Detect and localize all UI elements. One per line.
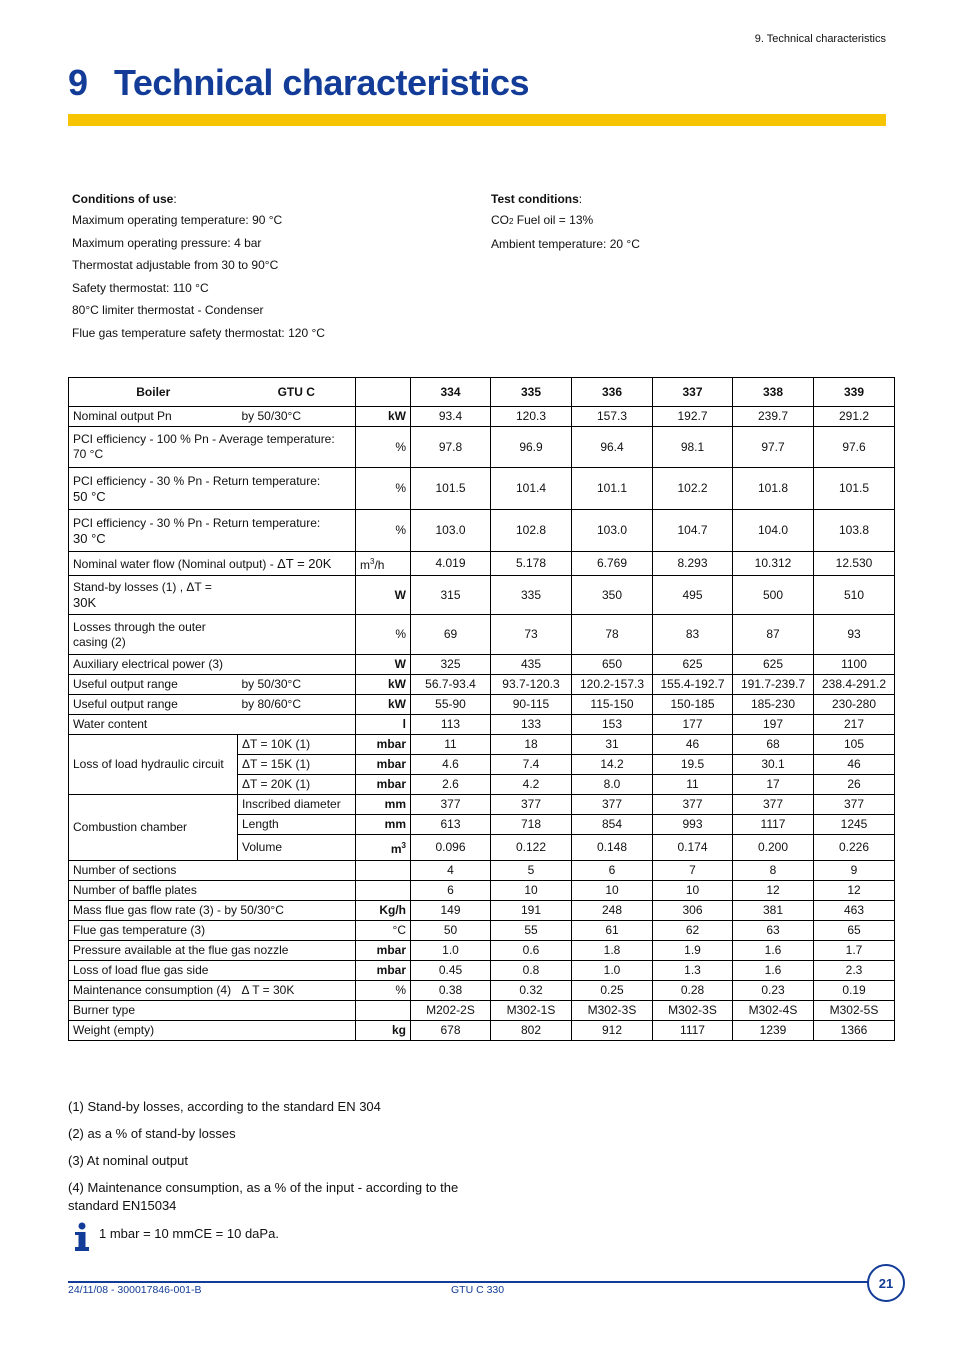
footnote: (4) Maintenance consumption, as a % of the input - according to the standard EN15034 bbox=[68, 1180, 459, 1213]
cell: 912 bbox=[572, 1021, 653, 1041]
cell: 230-280 bbox=[814, 695, 895, 715]
row-unit: Kg/h bbox=[356, 901, 411, 921]
cell: 1239 bbox=[733, 1021, 814, 1041]
cell: 306 bbox=[653, 901, 733, 921]
row-condition: Volume bbox=[238, 835, 356, 861]
row-condition: by 50/30°C bbox=[238, 407, 356, 427]
cell: 0.096 bbox=[411, 835, 491, 861]
cell: 78 bbox=[572, 615, 653, 655]
cell: 101.5 bbox=[411, 468, 491, 510]
row-condition bbox=[238, 615, 356, 655]
cell: 26 bbox=[814, 775, 895, 795]
table-row bbox=[69, 576, 895, 615]
row-label: Mass flue gas flow rate (3) - by 50/30°C bbox=[69, 901, 356, 921]
cell: 335 bbox=[491, 576, 572, 615]
table-row bbox=[69, 735, 895, 755]
row-unit: kW bbox=[356, 407, 411, 427]
cell: M302-4S bbox=[733, 1001, 814, 1021]
condition-line: 80°C limiter thermostat - Condenser bbox=[72, 303, 264, 317]
cell: 62 bbox=[653, 921, 733, 941]
cell: M302-3S bbox=[572, 1001, 653, 1021]
footer-doc-ref: 24/11/08 - 300017846-001-B bbox=[68, 1284, 202, 1296]
cell: 625 bbox=[653, 655, 733, 675]
row-label: Combustion chamber bbox=[69, 795, 238, 861]
cell: 0.200 bbox=[733, 835, 814, 861]
cell: 12.530 bbox=[814, 552, 895, 576]
cell: M302-5S bbox=[814, 1001, 895, 1021]
row-label: PCI efficiency - 30 % Pn - Return temperature: 50 °C bbox=[69, 468, 356, 510]
cell: 217 bbox=[814, 715, 895, 735]
cell: 150-185 bbox=[653, 695, 733, 715]
header-model-334: 334 bbox=[411, 378, 491, 407]
row-label: PCI efficiency - 30 % Pn - Return temperature: 30 °C bbox=[69, 510, 356, 552]
cell: 115-150 bbox=[572, 695, 653, 715]
cell: 4 bbox=[411, 861, 491, 881]
cell: 9 bbox=[814, 861, 895, 881]
row-label: Flue gas temperature (3) bbox=[69, 921, 356, 941]
page-number-badge: 21 bbox=[867, 1264, 905, 1302]
row-unit bbox=[356, 1001, 411, 1021]
cell: 12 bbox=[733, 881, 814, 901]
cell: 5.178 bbox=[491, 552, 572, 576]
cell: 8.293 bbox=[653, 552, 733, 576]
row-label: Useful output range bbox=[69, 675, 238, 695]
cell: 0.28 bbox=[653, 981, 733, 1001]
cell: 101.8 bbox=[733, 468, 814, 510]
row-unit: % bbox=[356, 510, 411, 552]
table-row bbox=[69, 510, 895, 552]
cell: 69 bbox=[411, 615, 491, 655]
cell: 104.0 bbox=[733, 510, 814, 552]
cell: 1366 bbox=[814, 1021, 895, 1041]
cell: 191.7-239.7 bbox=[733, 675, 814, 695]
header-model-339: 339 bbox=[814, 378, 895, 407]
row-unit: mbar bbox=[356, 735, 411, 755]
header-model-337: 337 bbox=[653, 378, 733, 407]
title-underline-bar bbox=[68, 114, 886, 126]
cell: 56.7-93.4 bbox=[411, 675, 491, 695]
row-unit: l bbox=[356, 715, 411, 735]
footer-rule bbox=[68, 1281, 873, 1283]
cell: M302-3S bbox=[653, 1001, 733, 1021]
cell: 1.6 bbox=[733, 961, 814, 981]
cell: M302-1S bbox=[491, 1001, 572, 1021]
cell: 17 bbox=[733, 775, 814, 795]
row-unit: mm bbox=[356, 795, 411, 815]
info-icon bbox=[72, 1222, 92, 1252]
cell: 191 bbox=[491, 901, 572, 921]
table-row bbox=[69, 1001, 895, 1021]
row-unit: $m^3$ bbox=[356, 835, 411, 861]
cell: 993 bbox=[653, 815, 733, 835]
cell: 239.7 bbox=[733, 407, 814, 427]
cell: 31 bbox=[572, 735, 653, 755]
cell: 463 bbox=[814, 901, 895, 921]
ambient-line: Ambient temperature: 20 °C bbox=[491, 236, 640, 251]
row-label: Loss of load hydraulic circuit bbox=[69, 735, 238, 795]
table-row bbox=[69, 941, 895, 961]
info-note: 1 mbar = 10 mmCE = 10 daPa. bbox=[99, 1226, 279, 1241]
cell: 6 bbox=[572, 861, 653, 881]
cell: 0.19 bbox=[814, 981, 895, 1001]
cell: 7.4 bbox=[491, 755, 572, 775]
cell: 248 bbox=[572, 901, 653, 921]
cell: 87 bbox=[733, 615, 814, 655]
cell: 1.6 bbox=[733, 941, 814, 961]
cell: 10 bbox=[491, 881, 572, 901]
cell: 350 bbox=[572, 576, 653, 615]
cell: 101.1 bbox=[572, 468, 653, 510]
table-row bbox=[69, 675, 895, 695]
cell: 718 bbox=[491, 815, 572, 835]
row-label: Weight (empty) bbox=[69, 1021, 356, 1041]
cell: 650 bbox=[572, 655, 653, 675]
row-unit: mbar bbox=[356, 775, 411, 795]
row-unit: % bbox=[356, 981, 411, 1001]
tests-heading: Test conditions: bbox=[491, 192, 583, 206]
footnotes bbox=[68, 1098, 488, 1224]
header-model-336: 336 bbox=[572, 378, 653, 407]
cell: 93.7-120.3 bbox=[491, 675, 572, 695]
row-label: Pressure available at the flue gas nozzle bbox=[69, 941, 356, 961]
conditions-heading: Conditions of use: bbox=[72, 192, 177, 206]
cell: 61 bbox=[572, 921, 653, 941]
row-condition bbox=[238, 576, 356, 615]
row-label: Number of sections bbox=[69, 861, 356, 881]
cell: 377 bbox=[411, 795, 491, 815]
cell: 73 bbox=[491, 615, 572, 655]
technical-table bbox=[68, 377, 895, 1041]
cell: 113 bbox=[411, 715, 491, 735]
cell: 192.7 bbox=[653, 407, 733, 427]
condition-line: Maximum operating pressure: 4 bar bbox=[72, 235, 262, 250]
cell: 2.3 bbox=[814, 961, 895, 981]
cell: 377 bbox=[653, 795, 733, 815]
cell: 0.23 bbox=[733, 981, 814, 1001]
cell: 377 bbox=[814, 795, 895, 815]
cell: 103.0 bbox=[572, 510, 653, 552]
cell: 96.4 bbox=[572, 427, 653, 468]
header-model-335: 335 bbox=[491, 378, 572, 407]
cell: 500 bbox=[733, 576, 814, 615]
cell: 177 bbox=[653, 715, 733, 735]
cell: 0.32 bbox=[491, 981, 572, 1001]
cell: 8 bbox=[733, 861, 814, 881]
cell: 4.6 bbox=[411, 755, 491, 775]
cell: 120.3 bbox=[491, 407, 572, 427]
cell: 325 bbox=[411, 655, 491, 675]
cell: 435 bbox=[491, 655, 572, 675]
cell: 1117 bbox=[733, 815, 814, 835]
cell: 802 bbox=[491, 1021, 572, 1041]
cell: 315 bbox=[411, 576, 491, 615]
row-condition: by 80/60°C bbox=[238, 695, 356, 715]
row-unit: % bbox=[356, 468, 411, 510]
table-row bbox=[69, 615, 895, 655]
row-condition: Inscribed diameter bbox=[238, 795, 356, 815]
cell: 55 bbox=[491, 921, 572, 941]
cell: 96.9 bbox=[491, 427, 572, 468]
cell: 495 bbox=[653, 576, 733, 615]
cell: 104.7 bbox=[653, 510, 733, 552]
cell: 83 bbox=[653, 615, 733, 655]
table-row bbox=[69, 715, 895, 735]
header-model-338: 338 bbox=[733, 378, 814, 407]
cell: 14.2 bbox=[572, 755, 653, 775]
row-condition: ΔT = 15K (1) bbox=[238, 755, 356, 775]
footnote: (3) At nominal output bbox=[68, 1153, 188, 1168]
cell: 11 bbox=[411, 735, 491, 755]
row-unit: % bbox=[356, 427, 411, 468]
cell: 4.019 bbox=[411, 552, 491, 576]
cell: 0.25 bbox=[572, 981, 653, 1001]
cell: 103.8 bbox=[814, 510, 895, 552]
cell: 1.3 bbox=[653, 961, 733, 981]
table-row bbox=[69, 695, 895, 715]
row-condition: Δ T = 30K bbox=[238, 981, 356, 1001]
cell: 1117 bbox=[653, 1021, 733, 1041]
row-unit: W bbox=[356, 655, 411, 675]
cell: 12 bbox=[814, 881, 895, 901]
header-model: GTU C bbox=[238, 378, 356, 407]
cell: 101.4 bbox=[491, 468, 572, 510]
row-unit: W bbox=[356, 576, 411, 615]
row-label: Auxiliary electrical power (3) bbox=[69, 655, 356, 675]
table-row bbox=[69, 901, 895, 921]
cell: 185-230 bbox=[733, 695, 814, 715]
cell: 613 bbox=[411, 815, 491, 835]
cell: 678 bbox=[411, 1021, 491, 1041]
row-unit: mbar bbox=[356, 961, 411, 981]
footnote: (2) as a % of stand-by losses bbox=[68, 1126, 236, 1141]
table-header-row bbox=[69, 378, 895, 407]
row-label: Water content bbox=[69, 715, 356, 735]
cell: 105 bbox=[814, 735, 895, 755]
cell: 97.8 bbox=[411, 427, 491, 468]
cell: 65 bbox=[814, 921, 895, 941]
row-label: Nominal output Pn bbox=[69, 407, 238, 427]
cell: 46 bbox=[814, 755, 895, 775]
row-label: Losses through the outer casing (2) bbox=[69, 615, 238, 655]
row-label: Stand-by losses (1) , ΔT = 30K bbox=[69, 576, 238, 615]
table-row bbox=[69, 552, 895, 576]
cell: 377 bbox=[572, 795, 653, 815]
footnote: (1) Stand-by losses, according to the standard EN 304 bbox=[68, 1099, 381, 1114]
cell: 120.2-157.3 bbox=[572, 675, 653, 695]
header-boiler: Boiler bbox=[69, 378, 238, 407]
cell: 2.6 bbox=[411, 775, 491, 795]
cell: 1.0 bbox=[411, 941, 491, 961]
cell: 11 bbox=[653, 775, 733, 795]
cell: 149 bbox=[411, 901, 491, 921]
chapter-title-text: Technical characteristics bbox=[114, 62, 530, 103]
table-row bbox=[69, 795, 895, 815]
cell: 103.0 bbox=[411, 510, 491, 552]
cell: 0.122 bbox=[491, 835, 572, 861]
cell: 97.7 bbox=[733, 427, 814, 468]
table-row bbox=[69, 861, 895, 881]
chapter-number: 9 bbox=[68, 62, 88, 103]
cell: 153 bbox=[572, 715, 653, 735]
cell: 8.0 bbox=[572, 775, 653, 795]
cell: 0.6 bbox=[491, 941, 572, 961]
cell: 510 bbox=[814, 576, 895, 615]
cell: 0.38 bbox=[411, 981, 491, 1001]
row-condition: Length bbox=[238, 815, 356, 835]
cell: 6 bbox=[411, 881, 491, 901]
cell: 10 bbox=[653, 881, 733, 901]
cell: 18 bbox=[491, 735, 572, 755]
cell: 381 bbox=[733, 901, 814, 921]
cell: 102.8 bbox=[491, 510, 572, 552]
cell: 197 bbox=[733, 715, 814, 735]
row-unit bbox=[356, 881, 411, 901]
table-row bbox=[69, 961, 895, 981]
row-unit: $m^3/h$ bbox=[356, 552, 411, 576]
cell: 854 bbox=[572, 815, 653, 835]
cell: 98.1 bbox=[653, 427, 733, 468]
cell: 377 bbox=[491, 795, 572, 815]
cell: 30.1 bbox=[733, 755, 814, 775]
row-label: Maintenance consumption (4) bbox=[69, 981, 238, 1001]
condition-line: Maximum operating temperature: 90 °C bbox=[72, 213, 283, 227]
cell: 50 bbox=[411, 921, 491, 941]
table-row bbox=[69, 921, 895, 941]
cell: 0.45 bbox=[411, 961, 491, 981]
condition-line: Safety thermostat: 110 °C bbox=[72, 280, 209, 295]
cell: 291.2 bbox=[814, 407, 895, 427]
condition-line: Flue gas temperature safety thermostat: 120 °C bbox=[72, 325, 325, 340]
cell: 93.4 bbox=[411, 407, 491, 427]
row-unit: kg bbox=[356, 1021, 411, 1041]
row-unit: mbar bbox=[356, 755, 411, 775]
table-row bbox=[69, 881, 895, 901]
running-head: 9. Technical characteristics bbox=[754, 33, 886, 45]
cell: 238.4-291.2 bbox=[814, 675, 895, 695]
row-label: PCI efficiency - 100 % Pn - Average temperature: 70 °C bbox=[69, 427, 356, 468]
footer-product: GTU C 330 bbox=[451, 1284, 505, 1296]
cell: 1.8 bbox=[572, 941, 653, 961]
row-label: Loss of load flue gas side bbox=[69, 961, 356, 981]
cell: 7 bbox=[653, 861, 733, 881]
row-unit: mm bbox=[356, 815, 411, 835]
cell: 1100 bbox=[814, 655, 895, 675]
cell: 4.2 bbox=[491, 775, 572, 795]
row-label: Useful output range bbox=[69, 695, 238, 715]
cell: 63 bbox=[733, 921, 814, 941]
row-condition: ΔT = 10K (1) bbox=[238, 735, 356, 755]
cell: 93 bbox=[814, 615, 895, 655]
row-condition: by 50/30°C bbox=[238, 675, 356, 695]
row-condition: ΔT = 20K (1) bbox=[238, 775, 356, 795]
cell: 5 bbox=[491, 861, 572, 881]
cell: 1.0 bbox=[572, 961, 653, 981]
row-unit: °C bbox=[356, 921, 411, 941]
cell: 101.5 bbox=[814, 468, 895, 510]
row-unit bbox=[356, 861, 411, 881]
table-row bbox=[69, 468, 895, 510]
table-row bbox=[69, 1021, 895, 1041]
table-row bbox=[69, 407, 895, 427]
cell: 155.4-192.7 bbox=[653, 675, 733, 695]
cell: 1.9 bbox=[653, 941, 733, 961]
conditions-of-use bbox=[72, 192, 325, 348]
test-conditions bbox=[491, 192, 640, 259]
row-unit: kW bbox=[356, 695, 411, 715]
chapter-title bbox=[68, 62, 529, 104]
cell: 0.226 bbox=[814, 835, 895, 861]
cell: 10.312 bbox=[733, 552, 814, 576]
cell: 157.3 bbox=[572, 407, 653, 427]
cell: 0.148 bbox=[572, 835, 653, 861]
cell: 68 bbox=[733, 735, 814, 755]
cell: 625 bbox=[733, 655, 814, 675]
table-row bbox=[69, 427, 895, 468]
row-label: Nominal water flow (Nominal output) - ΔT = 20K bbox=[69, 552, 356, 576]
header-unit bbox=[356, 378, 411, 407]
row-unit: mbar bbox=[356, 941, 411, 961]
table-row bbox=[69, 655, 895, 675]
cell: 0.174 bbox=[653, 835, 733, 861]
condition-line: Thermostat adjustable from 30 to 90°C bbox=[72, 258, 279, 272]
cell: 97.6 bbox=[814, 427, 895, 468]
table-row bbox=[69, 981, 895, 1001]
cell: 6.769 bbox=[572, 552, 653, 576]
cell: 90-115 bbox=[491, 695, 572, 715]
cell: 19.5 bbox=[653, 755, 733, 775]
cell: 46 bbox=[653, 735, 733, 755]
cell: 377 bbox=[733, 795, 814, 815]
row-label: Burner type bbox=[69, 1001, 356, 1021]
cell: 1245 bbox=[814, 815, 895, 835]
cell: 102.2 bbox=[653, 468, 733, 510]
cell: 133 bbox=[491, 715, 572, 735]
row-unit: % bbox=[356, 615, 411, 655]
row-unit: kW bbox=[356, 675, 411, 695]
cell: M202-2S bbox=[411, 1001, 491, 1021]
cell: 55-90 bbox=[411, 695, 491, 715]
cell: 0.8 bbox=[491, 961, 572, 981]
cell: 1.7 bbox=[814, 941, 895, 961]
co2-line: CO2 Fuel oil = 13% bbox=[491, 213, 594, 227]
cell: 10 bbox=[572, 881, 653, 901]
row-label: Number of baffle plates bbox=[69, 881, 356, 901]
